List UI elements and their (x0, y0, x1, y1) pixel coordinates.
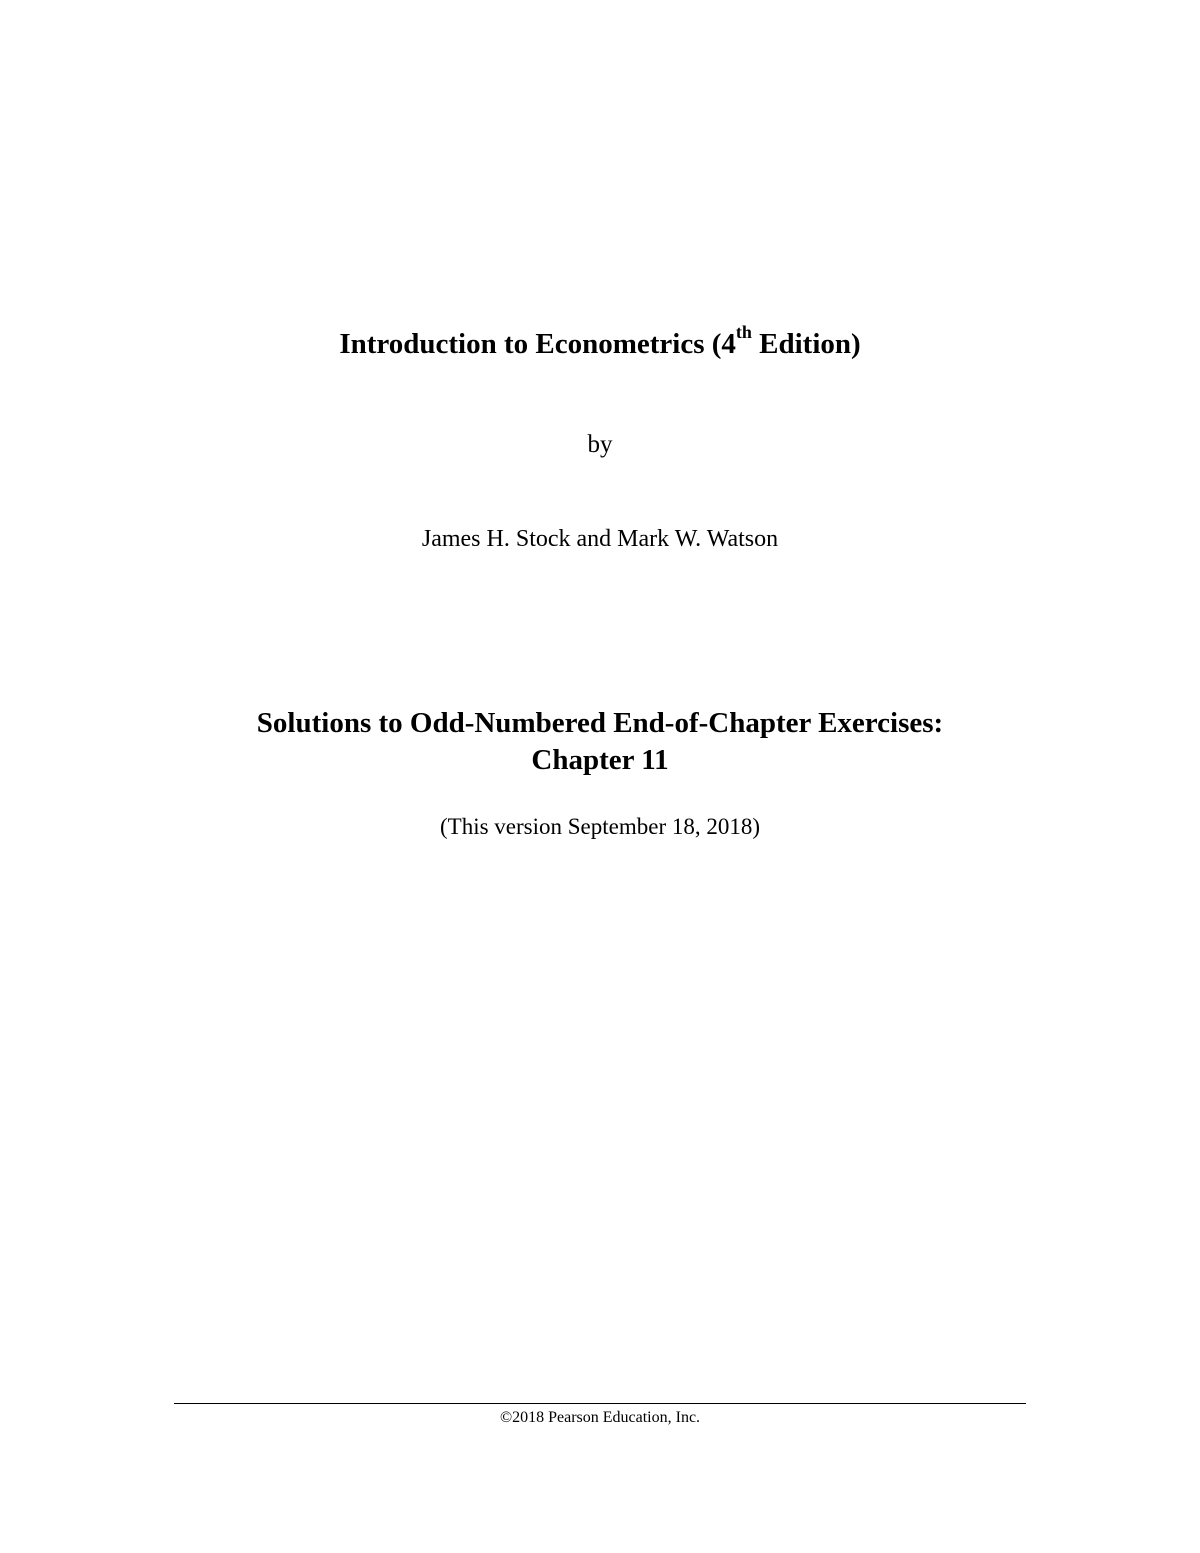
version-note: (This version September 18, 2018) (439, 814, 761, 839)
footer-divider (174, 1403, 1026, 1404)
book-title (0, 322, 1200, 362)
solutions-heading-line-2: Chapter 11 (531, 744, 669, 776)
book-title-end: Edition) (751, 328, 861, 360)
by-line: by (587, 431, 613, 458)
book-title-superscript: th (735, 322, 752, 343)
authors: James H. Stock and Mark W. Watson (421, 526, 779, 552)
book-title-main: Introduction to Econometrics (4 (339, 328, 736, 360)
solutions-heading-line-1: Solutions to Odd-Numbered End-of-Chapter Exercises: (256, 707, 944, 739)
copyright-footer: ©2018 Pearson Education, Inc. (499, 1409, 701, 1426)
